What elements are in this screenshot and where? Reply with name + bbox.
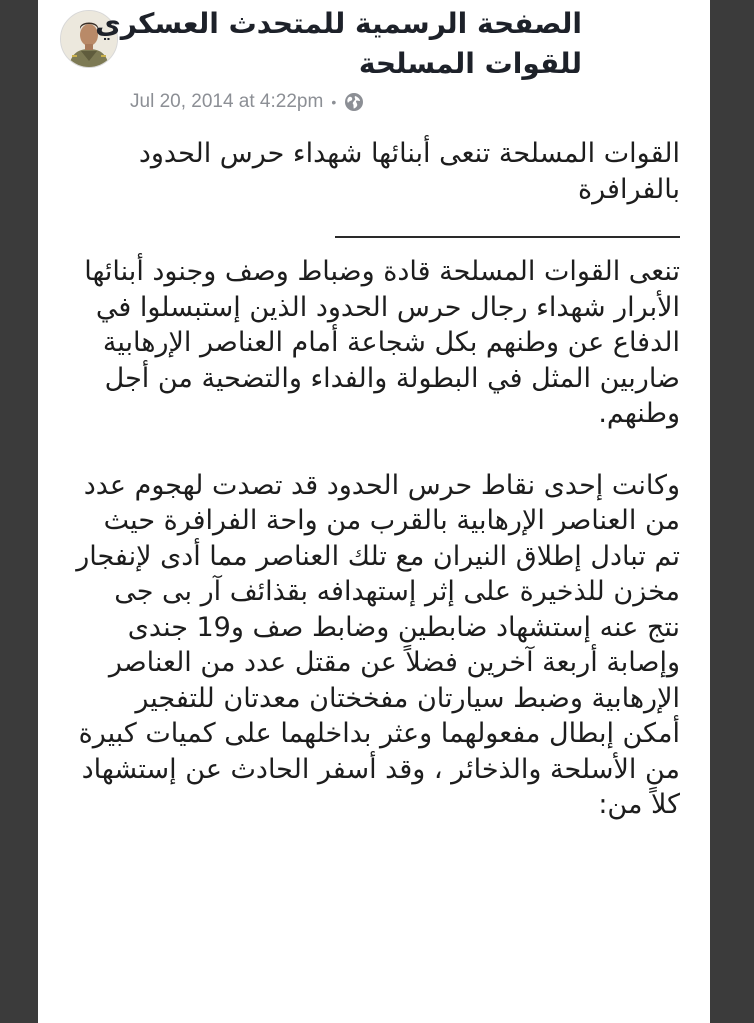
right-margin [710, 0, 754, 1023]
post-header [38, 0, 710, 125]
post-meta [130, 88, 364, 116]
post-paragraph-1: تنعى القوات المسلحة قادة وضباط وصف وجنود أبنائها الأبرار شهداء رجال حرس الحدود الذين إستبسلوا في الدفاع عن وطنهم بكل شجاعة أمام العناصر الإرهابية ضاربين المثل في البطولة والفداء والتضحية من أجل وطنهم. [84, 256, 680, 429]
meta-separator: • [331, 94, 337, 110]
facebook-post-card [38, 0, 710, 1023]
post-timestamp[interactable]: Jul 20, 2014 at 4:22pm [130, 91, 324, 112]
headline-divider [75, 211, 680, 238]
post-paragraph-2: وكانت إحدى نقاط حرس الحدود قد تصدت لهجوم عدد من العناصر الإرهابية بالقرب من واحة الفرافرة حيث تم تبادل إطلاق النيران مع تلك العناصر مما أدى لإنفجار مخزن للذخيرة على إثر إستهدافه بقذائف آر بى جى نتج عنه إستشهاد ضابطين وضابط صف و19 جندى وإصابة أربعة آخرين فضلاً عن مقتل عدد من العناصر الإرهابية وضبط سيارتان مفخختان معدتان للتفجير أمكن إبطال مفعولهما وعثر بداخلهما على كميات كبيرة من الأسلحة والذخائر ، وقد أسفر الحادث عن إستشهاد كلاً من: [76, 469, 680, 820]
left-margin [0, 0, 38, 1023]
post-headline: القوات المسلحة تنعى أبنائها شهداء حرس الحدود بالفرافرة [138, 138, 680, 205]
globe-icon[interactable] [344, 92, 364, 112]
post-body [75, 136, 680, 823]
page-name-link[interactable]: الصفحة الرسمية للمتحدث العسكري للقوات المسلحة [95, 7, 582, 80]
paragraph-spacer [75, 432, 680, 468]
